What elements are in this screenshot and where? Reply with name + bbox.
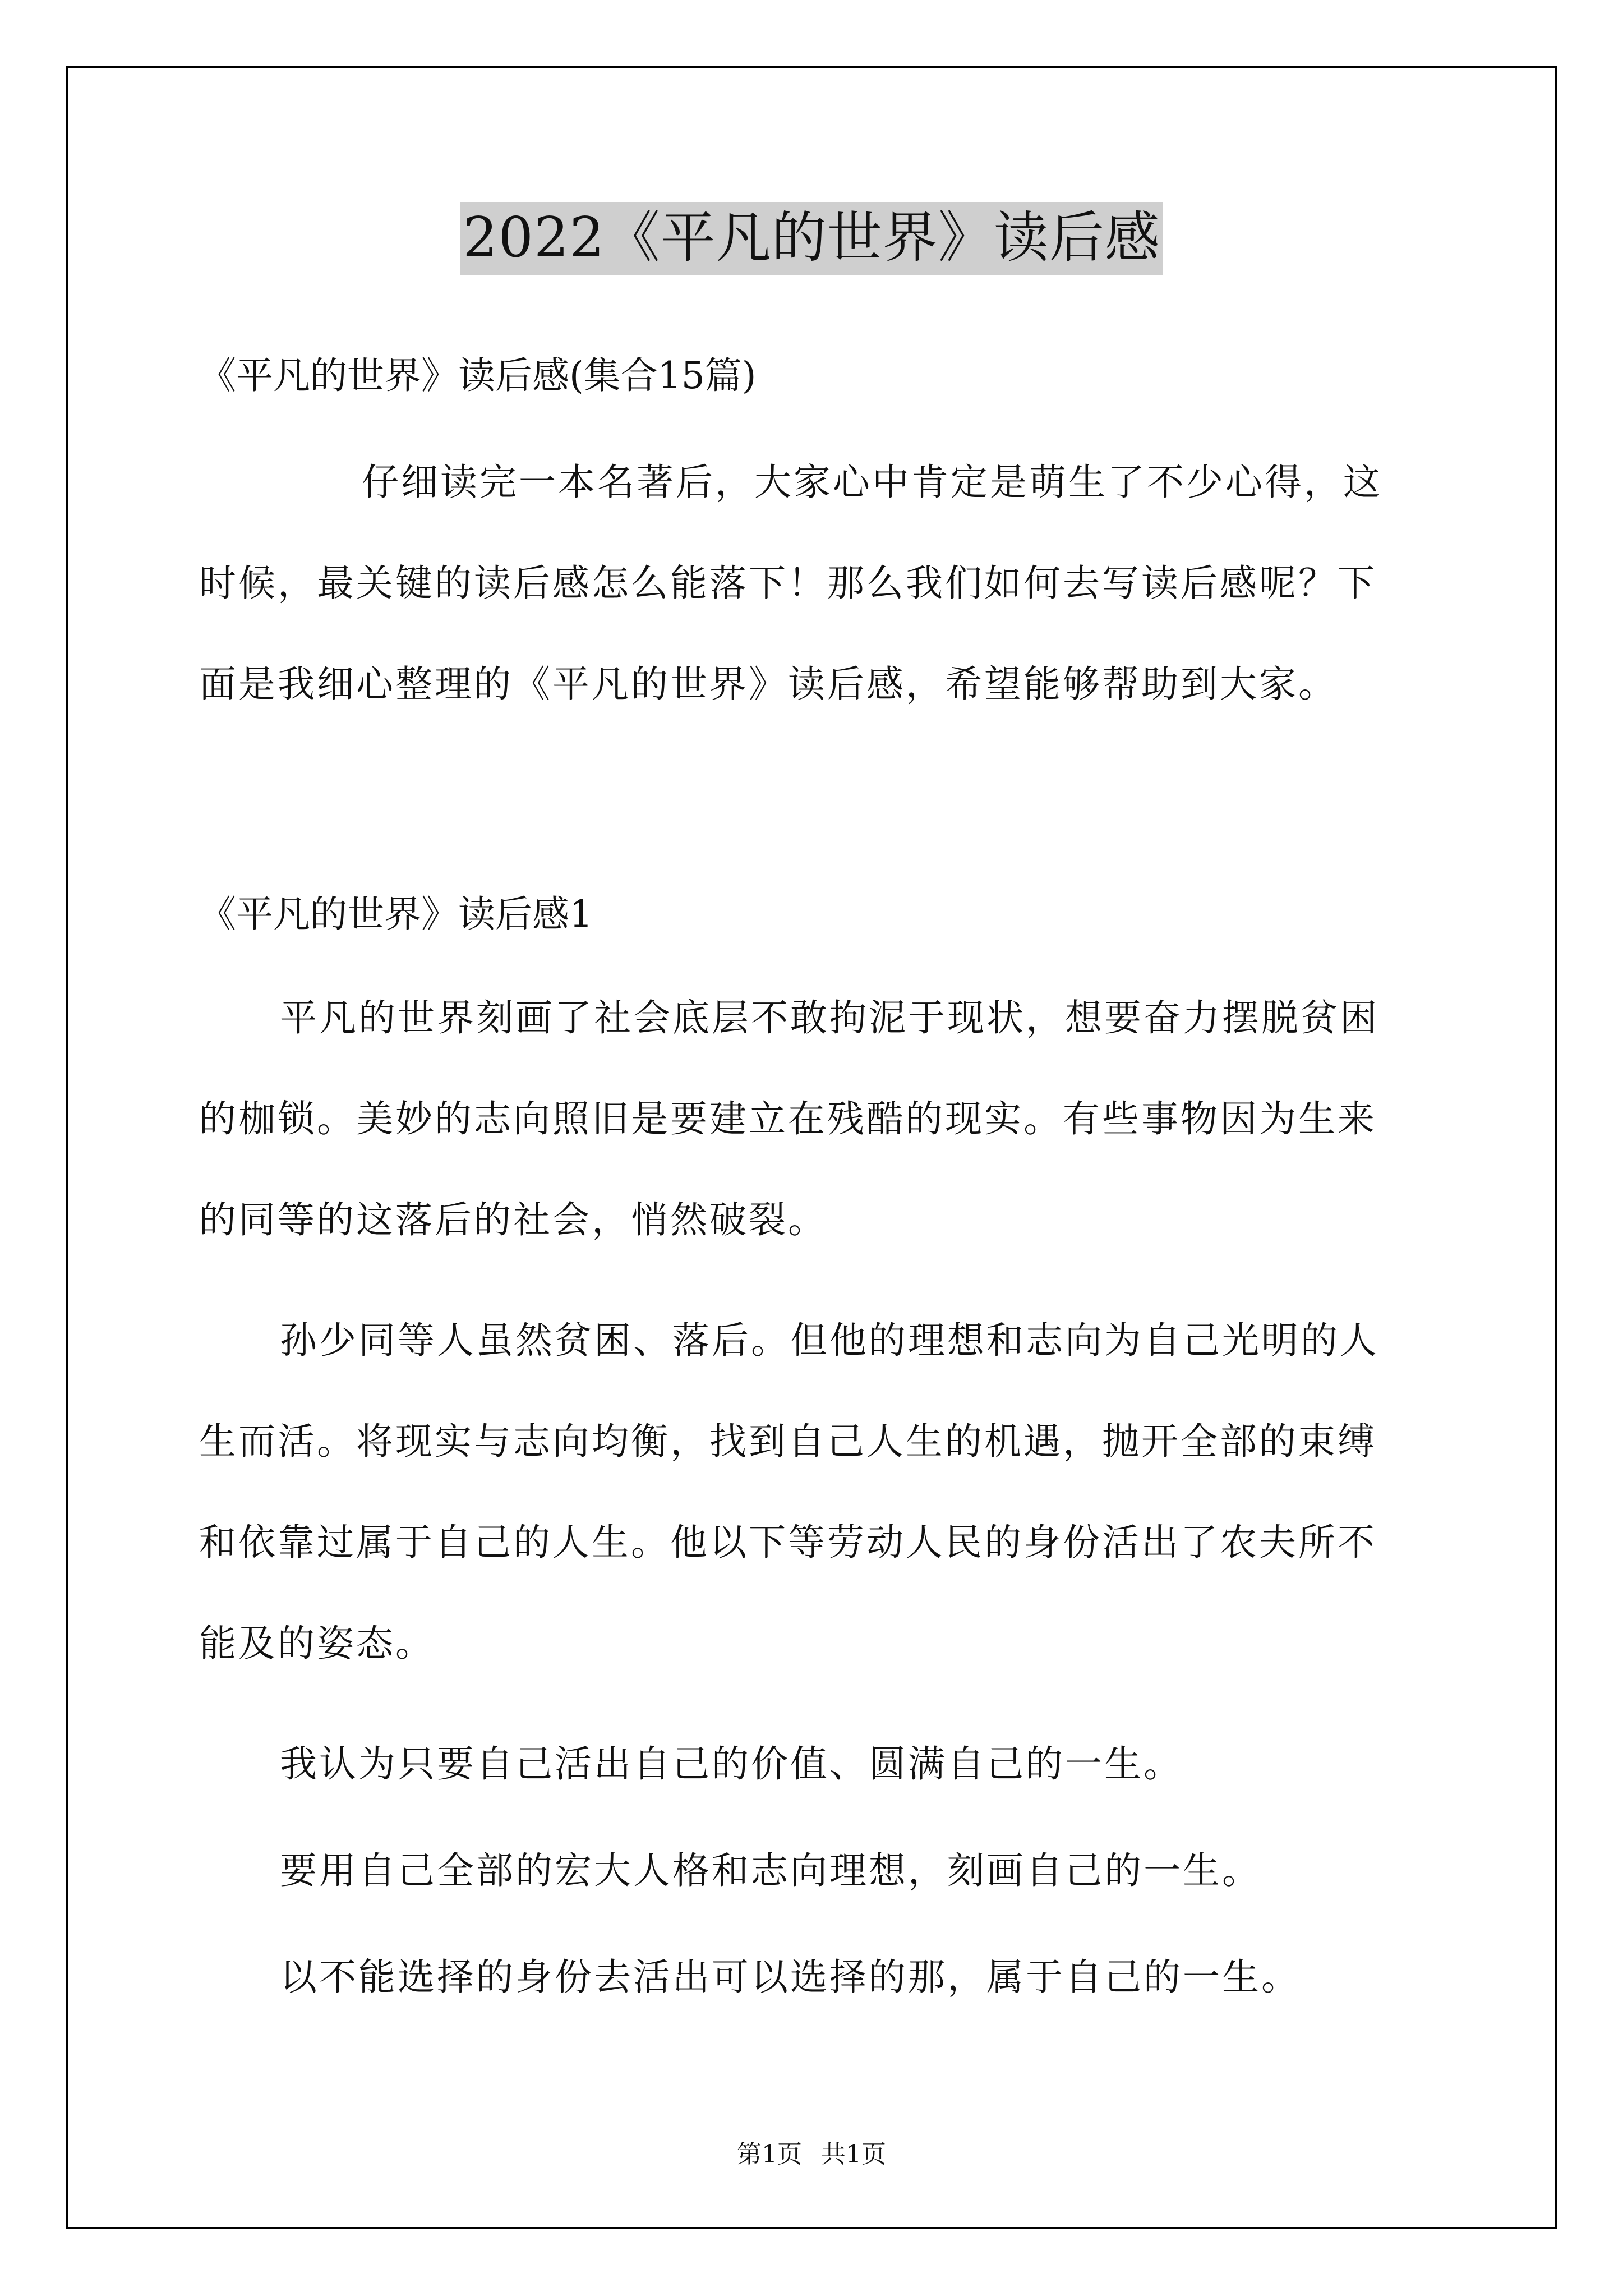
paragraph-line: 我认为只要自己活出自己的价值、圆满自己的一生。	[280, 1742, 1183, 1786]
paragraph-line: 孙少同等人虽然贫困、落后。但他的理想和志向为自己光明的人	[280, 1319, 1379, 1362]
page-total: 共1页	[821, 2140, 886, 2169]
paragraph-4	[199, 1820, 1433, 1921]
paragraph-3	[199, 1714, 1433, 1815]
paragraph-line: 的同等的这落后的社会，悄然破裂。	[199, 1198, 827, 1241]
intro-line: 时候，最关键的读后感怎么能落下！那么我们如何去写读后感呢？下	[199, 562, 1377, 605]
paragraph-line: 的枷锁。美妙的志向照旧是要建立在残酷的现实。有些事物因为生来	[199, 1097, 1377, 1140]
section-heading: 《平凡的世界》读后感1	[199, 892, 593, 936]
paragraph-1	[199, 968, 1433, 1271]
paragraph-5	[199, 1927, 1433, 2028]
intro-paragraph	[199, 432, 1433, 735]
paragraph-line: 平凡的世界刻画了社会底层不敢拘泥于现状，想要奋力摆脱贫困	[280, 996, 1379, 1039]
document-title: 2022《平凡的世界》读后感	[460, 202, 1162, 275]
paragraph-line: 生而活。将现实与志向均衡，找到自己人生的机遇，抛开全部的束缚	[199, 1420, 1377, 1463]
paragraph-line: 能及的姿态。	[199, 1622, 435, 1665]
paragraph-line: 要用自己全部的宏大人格和志向理想，刻画自己的一生。	[280, 1849, 1261, 1892]
intro-line: 面是我细心整理的《平凡的世界》读后感，希望能够帮助到大家。	[199, 662, 1338, 706]
title-wrap	[0, 202, 1623, 275]
paragraph-2	[199, 1290, 1433, 1694]
paragraph-line: 以不能选择的身份去活出可以选择的那，属于自己的一生。	[280, 1955, 1301, 1999]
page-number: 第1页	[737, 2140, 802, 2169]
page-footer	[0, 2140, 1623, 2170]
paragraph-line: 和依靠过属于自己的人生。他以下等劳动人民的身份活出了农夫所不	[199, 1521, 1377, 1564]
intro-line: 仔细读完一本名著后，大家心中肯定是萌生了不少心得，这	[362, 461, 1382, 504]
document-subtitle: 《平凡的世界》读后感(集合15篇)	[199, 354, 757, 397]
